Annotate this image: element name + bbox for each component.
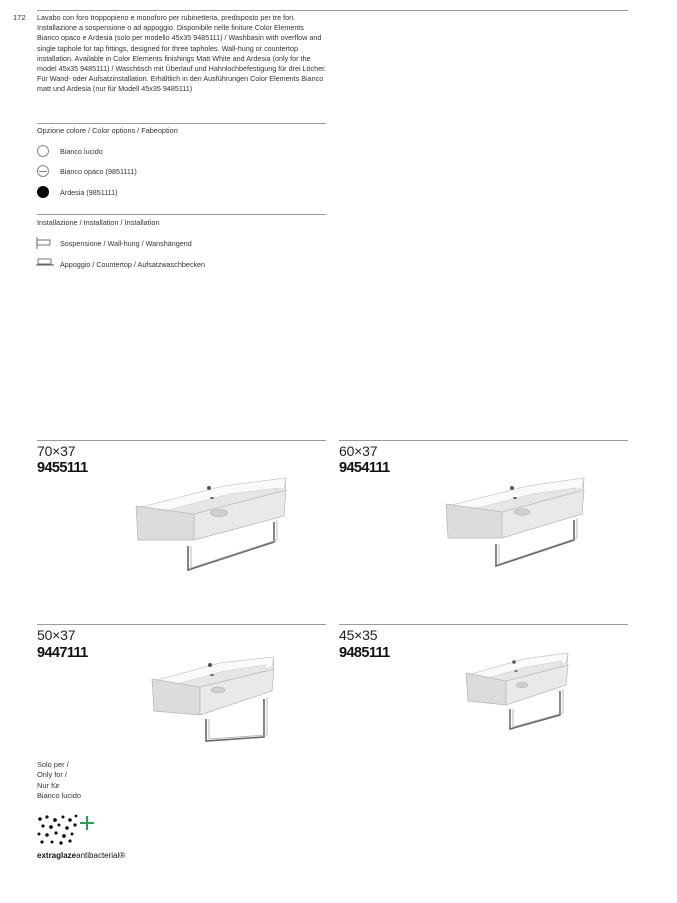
matt-line-icon	[39, 171, 47, 172]
brand-bold: extraglaze	[37, 851, 77, 860]
extraglaze-brand	[37, 851, 125, 860]
product-code: 9447111	[37, 645, 88, 661]
color-option-label: Ardesia (9851111)	[60, 188, 118, 197]
color-options-divider	[37, 123, 326, 124]
color-option-label: Bianco lucido	[60, 147, 103, 156]
ardesia-swatch	[37, 186, 49, 198]
note-line: Solo per /	[37, 760, 69, 769]
washbasin-image	[134, 458, 294, 573]
product-code: 9485111	[339, 645, 390, 661]
note-line: Nur für	[37, 780, 60, 790]
product-size: 45×35	[339, 627, 378, 643]
countertop-icon	[36, 258, 54, 268]
page-number: 172	[13, 13, 26, 22]
washbasin-image	[444, 460, 594, 570]
bianco-opaco-swatch	[37, 165, 49, 177]
availability-note	[37, 760, 81, 801]
washbasin-image	[464, 645, 574, 735]
note-line: Bianco lucido	[37, 790, 81, 800]
washbasin-image	[150, 645, 280, 745]
top-divider	[37, 10, 628, 11]
brand-suffix: antibacterial®	[76, 851, 126, 860]
product-divider	[37, 624, 326, 625]
extraglaze-logo-icon	[36, 813, 100, 847]
product-divider	[339, 440, 628, 441]
note-line: Only for /	[37, 770, 67, 780]
product-divider	[37, 440, 326, 441]
product-description: Lavabo con foro troppopieno e monoforo per rubinetteria, predisposto per tre fori. Installazione a sospensione o ad appoggio. Disponibile nelle finiture Color Elements Bianco opaco e Ardesia (solo per modello 45x35 9485111) / Washbasin with overflow and single taphole for tap fittings, designed for three tapholes. Wall-hung or countertop installation. Available in Color Elements finishings Matt White and Ardesia (only for the model 45x35 9485111) / Waschtisch mit Überlauf und Hahnlochbefestigung für drei Löcher. Für Wand- oder Aufsatzinstallation. Erhältlich in den Ausführungen Color Elements Bianco matt und Ardesia (nur für Modell 45x35 9485111)	[37, 13, 327, 94]
installation-label: Appoggio / Countertop / Aufsatzwaschbecken	[60, 260, 206, 269]
installation-title: Installazione / Installation / Installation	[37, 218, 160, 227]
product-code: 9455111	[37, 460, 88, 476]
color-option-label: Bianco opaco (9851111)	[60, 167, 137, 176]
color-options-title: Opzione colore / Color options / Fabeoption	[37, 126, 178, 135]
product-divider	[339, 624, 628, 625]
installation-divider	[37, 214, 326, 215]
product-code: 9454111	[339, 460, 390, 476]
wall-hung-icon	[36, 237, 52, 249]
bianco-lucido-swatch	[37, 145, 49, 157]
product-size: 60×37	[339, 443, 378, 459]
product-size: 50×37	[37, 627, 76, 643]
installation-label: Sospensione / Wall-hung / Wanshängend	[60, 239, 192, 248]
product-size: 70×37	[37, 443, 76, 459]
